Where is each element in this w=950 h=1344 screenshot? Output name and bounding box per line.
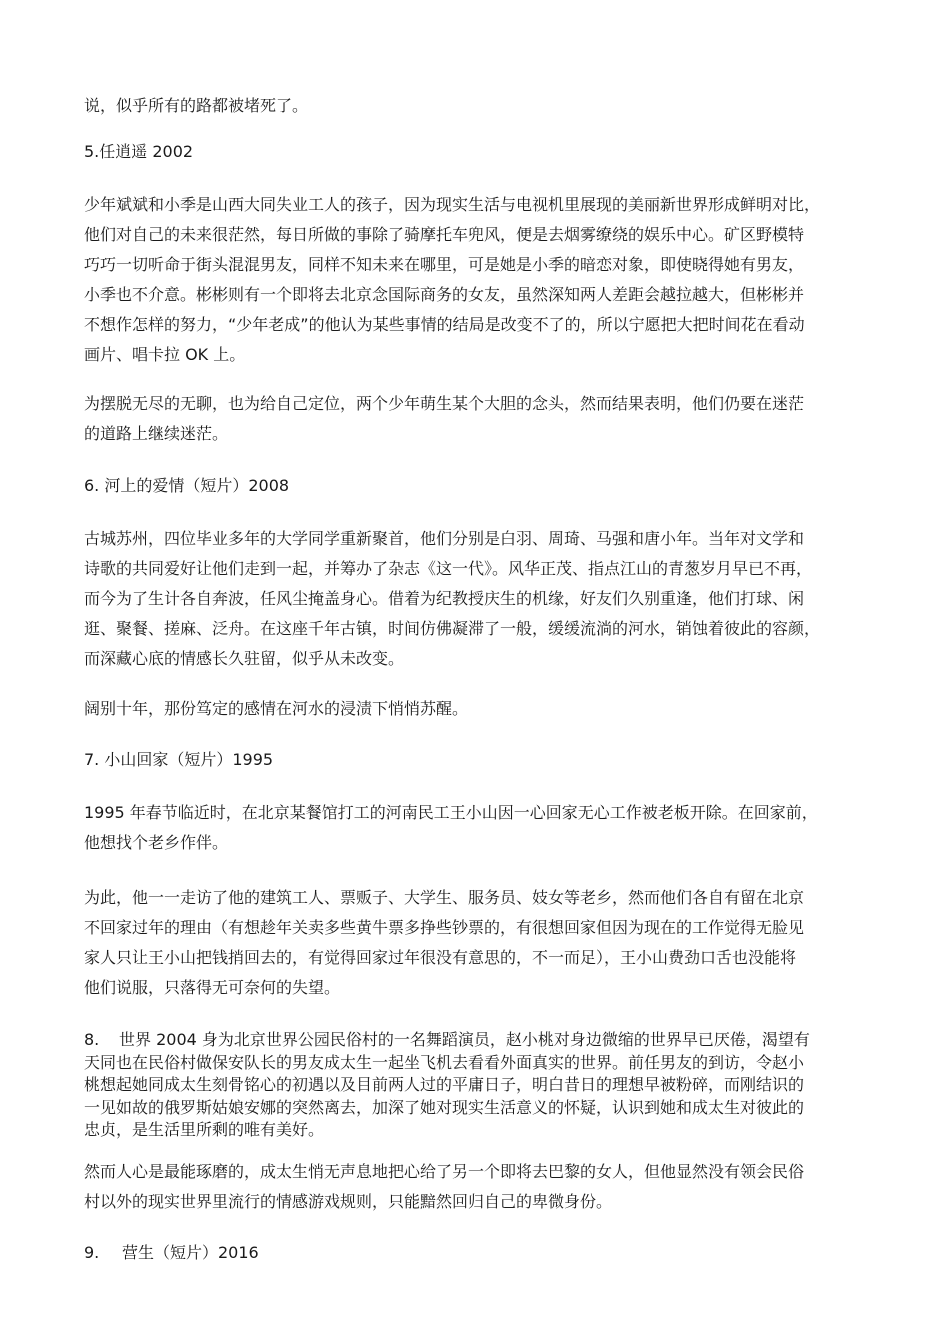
paragraph: 1995 年春节临近时，在北京某餐馆打工的河南民工王小山因一心回家无心工作被老板开除。在回家前， 他想找个老乡作伴。 [84,803,818,852]
section-heading-7: 7. 小山回家（短片）1995 [84,750,274,769]
section-number: 8. [84,1030,100,1049]
section-heading-5: 5.任逍遥 2002 [84,142,194,161]
section-number: 9. [84,1243,100,1262]
paragraph: 少年斌斌和小季是山西大同失业工人的孩子，因为现实生活与电视机里展现的美丽新世界形成鲜明对比， 他们对自己的未来很茫然，每日所做的事除了骑摩托车兜风，便是去烟雾缭绕的娱乐中心。矿区野模特 巧巧一切听命于街头混混男友，同样不知未来在哪里，可是她是小季的暗恋对象，即使晓得她有男友， 小季也不介意。彬彬则有一个即将去北京念国际商务的女友，虽然深知两人差距会越拉越大，但彬彬并 不想作怎样的努力，“少年老成”的他认为某些事情的结局是改变不了的，所以宁愿把大把时间花在看动 画片、唱卡拉 OK 上。 [84,195,821,364]
paragraph: 然而人心是最能琢磨的，成太生悄无声息地把心给了另一个即将去巴黎的女人，但他显然没有领会民俗 村以外的现实世界里流行的情感游戏规则，只能黯然回归自己的卑微身份。 [84,1162,805,1211]
section-heading-9: 9. 营生（短片）2016 [84,1241,864,1265]
paragraph: 为此，他一一走访了他的建筑工人、票贩子、大学生、服务员、妓女等老乡，然而他们各自有留在北京 不回家过年的理由（有想趁年关卖多些黄牛票多挣些钞票的，有很想回家但因为现在的工作觉得无脸见 家人只让王小山把钱捎回去的，有觉得回家过年很没有意思的，不一而足），王小山费劲口舌也没能将 他们说服，只落得无可奈何的失望。 [84,888,805,997]
section-heading-6: 6. 河上的爱情（短片）2008 [84,476,290,495]
paragraph-section-8: 8. 世界 2004 身为北京世界公园民俗村的一名舞蹈演员，赵小桃对身边微缩的世界早已厌倦，渴望有 天同也在民俗村做保安队长的男友成太生一起坐飞机去看看外面真实的世界。前任男友的到访，令赵小 桃想起她同成太生刻骨铭心的初遇以及目前两人过的平庸日子，明白昔日的理想早被粉碎，而刚结识的 一见如故的俄罗斯姑娘安娜的突然离去，加深了她对现实生活意义的怀疑，认识到她和成太生对彼此的 忠贞，是生活里所剩的唯有美好。 [84,1030,810,1140]
paragraph: 说，似乎所有的路都被堵死了。 [84,96,309,115]
paragraph: 阔别十年，那份笃定的感情在河水的浸渍下悄悄苏醒。 [84,699,469,718]
paragraph: 为摆脱无尽的无聊，也为给自己定位，两个少年萌生某个大胆的念头，然而结果表明，他们仍要在迷茫 的道路上继续迷茫。 [84,394,805,443]
paragraph: 古城苏州，四位毕业多年的大学同学重新聚首，他们分别是白羽、周琦、马强和唐小年。当年对文学和 诗歌的共同爱好让他们走到一起，并筹办了杂志《这一代》。风华正茂、指点江山的青葱岁月早已不再， 而今为了生计各自奔波，任风尘掩盖身心。借着为纪教授庆生的机缘，好友们久别重逢，他们打球、闲 逛、聚餐、搓麻、泛舟。在这座千年古镇，时间仿佛凝滞了一般，缓缓流淌的河水，销蚀着彼此的容颜， 而深藏心底的情感长久驻留，似乎从未改变。 [84,529,821,668]
